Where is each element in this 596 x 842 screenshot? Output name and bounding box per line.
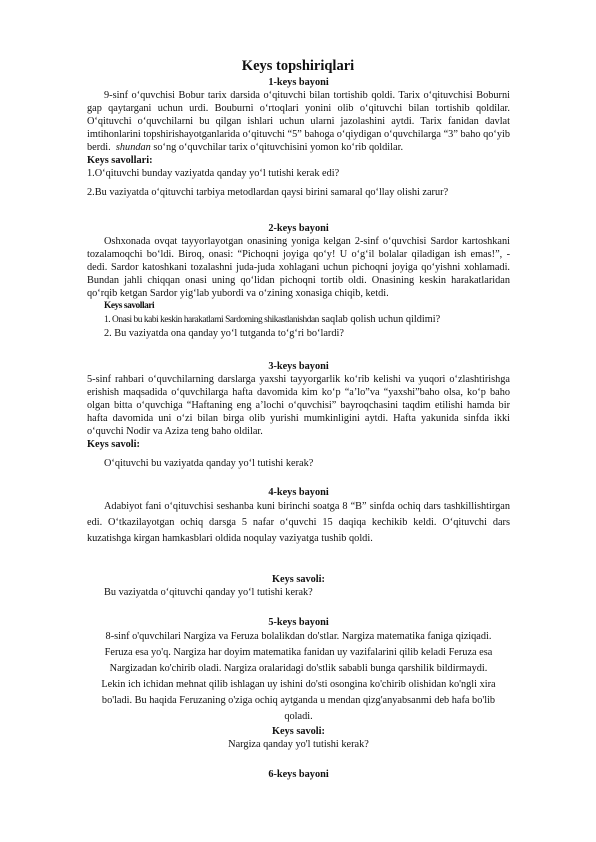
question-tail: saqlab qolish uchun qildimi? — [321, 314, 441, 325]
questions-label: Keys savoli: — [272, 726, 325, 737]
question: O‘qituvchi bu vaziyatda qanday yo‘l tutishi kerak? — [104, 458, 314, 469]
question-condensed: 1. Onasi bu kabi keskin harakatlarni Sardorning shikastlanishdan — [104, 315, 319, 325]
questions-label: Keys savoli: — [272, 574, 325, 585]
case-body: Oshxonada ovqat tayyorlayotgan onasining yoniga kelgan 2-sinf o‘quvchisi Sardor kartoshkani tozalamoqchi bo‘ldi. Biroq, onasi: “Pichoqni joyiga qo‘y! U o‘g‘il bolalar qiladigan ish emas!”, - dedi. Sardor katoshkani tozalashni juda-juda xohlagani uchun pichoqni joyiga qo‘yishni xohlamadi. Bundan jahli chiqqan onasi uning qo‘lidan pichoqni tortib oldi. Onasining keskin harakatlaridan qo‘rqib ketgan Sardor yig‘lab yubordi va o‘zining xonasiga chiqib, ketdi. — [87, 236, 510, 299]
case-body-tail: so‘ng o‘quvchilar tarix o‘qituvchisini yomon ko‘rib qoldilar. — [153, 142, 404, 153]
case-4-questions — [87, 573, 510, 599]
case-body: Adabiyot fani o‘qituvchisi seshanba kuni birinchi soatga 8 “B” sinfda ochiq dars tashkillishtirgan edi. O‘tkazilayotgan ochiq darsga 5 nafar o‘quvchi 15 daqiqa kechikib keldi. O‘qituvchi dars kuzatishga kirgan hamkasblari oldida noqulay vaziyatga tushib qoldi. — [87, 501, 510, 544]
question: 1.O‘qituvchi bunday vaziyatda qanday yo‘l tutishi kerak edi? — [87, 168, 340, 179]
question: 2. Bu vaziyatda ona qanday yo‘l tutganda to‘g‘ri bo‘lardi? — [104, 328, 344, 339]
question: Nargiza qanday yo'l tutishi kerak? — [228, 739, 369, 750]
document-title: Keys topshiriqlari — [241, 58, 355, 74]
case-heading: 2-keys bayoni — [268, 223, 329, 234]
case-heading: 4-keys bayoni — [268, 487, 329, 498]
case-5 — [87, 616, 510, 751]
case-6 — [87, 768, 510, 781]
case-heading: 1-keys bayoni — [268, 77, 329, 88]
case-body-italic: shundan — [115, 142, 151, 153]
question: 2.Bu vaziyatda o‘qituvchi tarbiya metodlardan qaysi birini samaral qo‘llay olishi zarur? — [87, 187, 449, 198]
case-3 — [87, 360, 510, 470]
case-body: 5-sinf rahbari o‘quvchilarning darslarga yaxshi tayyorgarlik ko‘rib kelishi va yuqori o‘zlashtirishga erishish maqsadida o‘quvchilarga hafta davomida kim ko‘p “a’lo”va “yaxshi”baho olsa, ko‘p baho olgan bitta o‘quvchiga “Haftaning eng a’lochi o‘quvchisi” bayroqchasini taqdim etilishi hamda bir hafta davomida uni o‘zi bilan birga olib yurishi mumkinligini aytdi. Hafta yakunida sinfda ikki o‘quvchi Nodir va Aziza teng baho oldilar. — [87, 374, 510, 437]
case-body — [87, 89, 510, 154]
case-heading: 5-keys bayoni — [268, 617, 329, 628]
case-body-text: 9-sinf o‘quvchisi Bobur tarix darsida o‘qituvchi bilan tortishib qoldi. Tarix o‘qituvchisi Boburni gap qaytargani uchun urdi. Bouburni o‘rtoqlari yonini olib o‘qituvchi bilan tortishib qoldilar. O‘qituvchi o‘quvchilarni bu qilgan ishlari uchun ularni jazolashini aytdi. Tarix fanidan davlat imtihonlarini topshirishayotganlarida o‘qituvchi “5” bahoga o‘qiydigan o‘quvchilarga “3” baho qo‘yib berdi. — [87, 90, 510, 153]
case-2 — [87, 222, 510, 340]
questions-label: Keys savollari: — [87, 155, 153, 166]
case-heading: 3-keys bayoni — [268, 361, 329, 372]
case-body: 8-sinf o'quvchilari Nargiza va Feruza bolalikdan do'stlar. Nargiza matematika faniga qiziqadi. Feruza esa yo'q. Nargiza har doyim matematika fanidan uy vazifalarini qilib keladi Feruza esa Nargizadan ko'chirib oladi. Nargiza oralaridagi do'stlik sababli bunga qarshilik bildirmaydi. Lekin ich ichidan mehnat qilib ishlagan uy ishini do'sti osongina ko'chirib olishidan ko'ngli xira bo'ladi. Bu haqida Feruzaning o'ziga ochiq aytganda u mendan qizg'anyabsanmi deb hafa bo'lib qoladi. — [101, 631, 496, 722]
question: Bu vaziyatda o‘qituvchi qanday yo‘l tutishi kerak? — [104, 587, 313, 598]
question — [87, 313, 510, 327]
questions-label: Keys savollari — [104, 301, 155, 311]
case-4 — [87, 486, 510, 547]
questions-label: Keys savoli: — [87, 439, 140, 450]
case-1 — [87, 76, 510, 199]
case-heading: 6-keys bayoni — [268, 769, 329, 780]
